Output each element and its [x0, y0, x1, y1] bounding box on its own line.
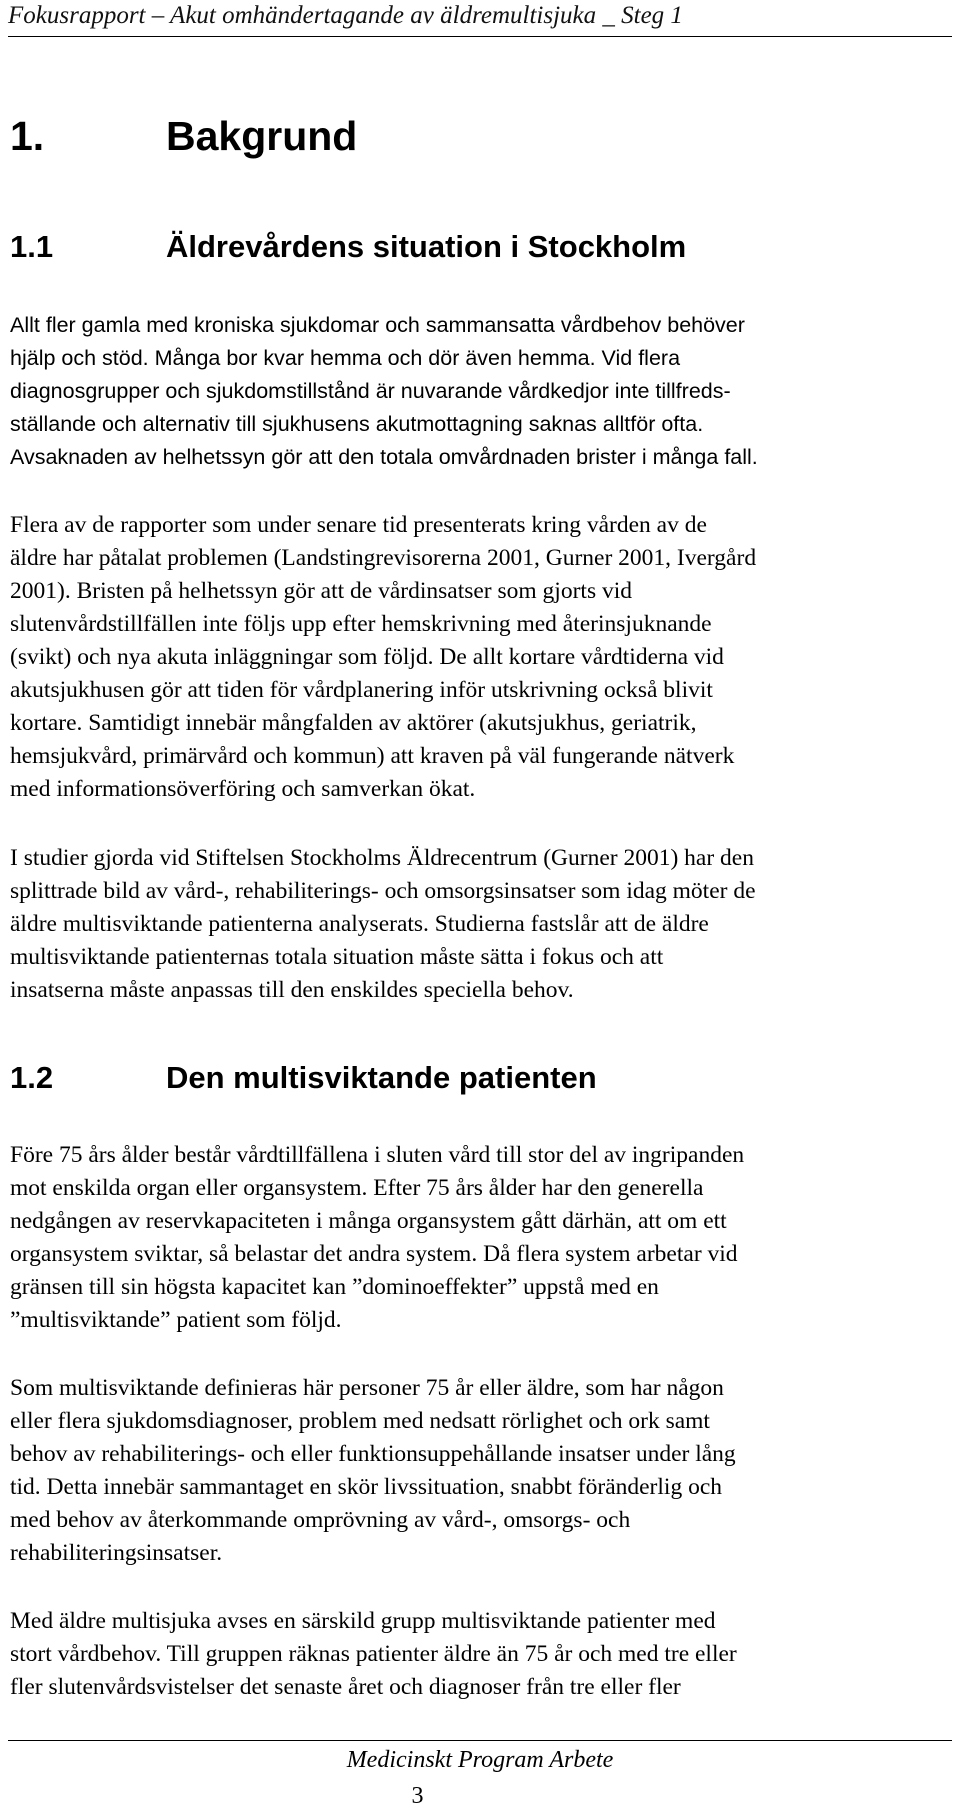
text-line: Allt fler gamla med kroniska sjukdomar och sammansatta vårdbehov behöver: [10, 313, 745, 337]
text-line: med behov av återkommande omprövning av vård-, omsorgs- och: [10, 1507, 631, 1533]
text-line: gränsen till sin högsta kapacitet kan ”dominoeffekter” uppstå med en: [10, 1274, 659, 1300]
footer-divider: [8, 1740, 952, 1741]
text-line: diagnosgrupper och sjukdomstillstånd är nuvarande vårdkedjor inte tillfreds-: [10, 379, 731, 403]
text-line: slutenvårdstillfällen inte följs upp efter hemskrivning med återinsjuknande: [10, 611, 712, 637]
text-line: mot enskilda organ eller organsystem. Efter 75 års ålder har den generella: [10, 1175, 704, 1201]
text-line: hjälp och stöd. Många bor kvar hemma och dör även hemma. Vid flera: [10, 346, 681, 370]
section-title: Bakgrund: [166, 113, 358, 159]
text-line: insatserna måste anpassas till den enskildes speciella behov.: [10, 977, 574, 1003]
text-line: tid. Detta innebär sammantaget en skör livssituation, snabbt föränderlig och: [10, 1474, 722, 1500]
text-line: ställande och alternativ till sjukhusens akutmottagning saknas alltför ofta.: [10, 412, 704, 436]
paragraph: [10, 1605, 945, 1704]
paragraph: [10, 1372, 945, 1570]
section-number: 1.1: [10, 229, 54, 264]
text-line: nedgången av reservkapaciteten i många organsystem gått därhän, att om ett: [10, 1208, 727, 1234]
text-line: Före 75 års ålder består vårdtillfällena i sluten vård till stor del av ingripanden: [10, 1142, 745, 1168]
section-heading-1-2: [10, 1060, 597, 1096]
text-line: stort vårdbehov. Till gruppen räknas patienter äldre än 75 år och med tre eller: [10, 1641, 737, 1667]
text-line: (svikt) och nya akuta inläggningar som följd. De allt kortare vårdtiderna vid: [10, 644, 724, 670]
paragraph: [10, 309, 945, 474]
page-number: 3: [411, 1783, 424, 1809]
text-line: organsystem sviktar, så belastar det andra system. Då flera system arbetar vid: [10, 1241, 738, 1267]
paragraph: [10, 1139, 945, 1337]
section-number: 1.: [10, 113, 45, 159]
section-number: 1.2: [10, 1060, 54, 1095]
running-header: Fokusrapport – Akut omhändertagande av äldremultisjuka _ Steg 1: [8, 2, 683, 29]
text-line: akutsjukhusen gör att tiden för vårdplanering inför utskrivning också blivit: [10, 677, 713, 703]
text-line: ”multisviktande” patient som följd.: [10, 1307, 342, 1333]
text-line: hemsjukvård, primärvård och kommun) att kraven på väl fungerande nätverk: [10, 743, 735, 769]
text-line: Avsaknaden av helhetssyn gör att den totala omvårdnaden brister i många fall.: [10, 445, 758, 469]
text-line: äldre multisviktande patienterna analyserats. Studierna fastslår att de äldre: [10, 911, 709, 937]
text-line: 2001). Bristen på helhetssyn gör att de vårdinsatser som gjorts vid: [10, 578, 632, 604]
text-line: splittrade bild av vård-, rehabiliterings- och omsorgsinsatser som idag möter de: [10, 878, 756, 904]
text-line: Som multisviktande definieras här personer 75 år eller äldre, som har någon: [10, 1375, 724, 1401]
section-title: Den multisviktande patienten: [166, 1060, 597, 1095]
text-line: rehabiliteringsinsatser.: [10, 1540, 223, 1566]
footer-program: Medicinskt Program Arbete: [346, 1747, 614, 1773]
section-heading-1: [10, 112, 357, 160]
paragraph: [10, 842, 945, 1007]
text-line: behov av rehabiliterings- och eller funktionsuppehållande insatser under lång: [10, 1441, 736, 1467]
text-line: I studier gjorda vid Stiftelsen Stockholms Äldrecentrum (Gurner 2001) har den: [10, 845, 754, 871]
text-line: kortare. Samtidigt innebär mångfalden av aktörer (akutsjukhus, geriatrik,: [10, 710, 697, 736]
text-line: fler slutenvårdsvistelser det senaste året och diagnoser från tre eller fler: [10, 1674, 681, 1700]
section-title: Äldrevårdens situation i Stockholm: [166, 229, 687, 264]
text-line: med informationsöverföring och samverkan ökat.: [10, 776, 476, 802]
text-line: multisviktande patienternas totala situation måste sätta i fokus och att: [10, 944, 664, 970]
paragraph: [10, 509, 945, 806]
text-line: äldre har påtalat problemen (Landstingrevisorerna 2001, Gurner 2001, Ivergård: [10, 545, 757, 571]
section-heading-1-1: [10, 229, 686, 265]
text-line: Med äldre multisjuka avses en särskild grupp multisviktande patienter med: [10, 1608, 716, 1634]
header-divider: [8, 36, 952, 37]
text-line: Flera av de rapporter som under senare tid presenterats kring vården av de: [10, 512, 707, 538]
text-line: eller flera sjukdomsdiagnoser, problem med nedsatt rörlighet och ork samt: [10, 1408, 710, 1434]
